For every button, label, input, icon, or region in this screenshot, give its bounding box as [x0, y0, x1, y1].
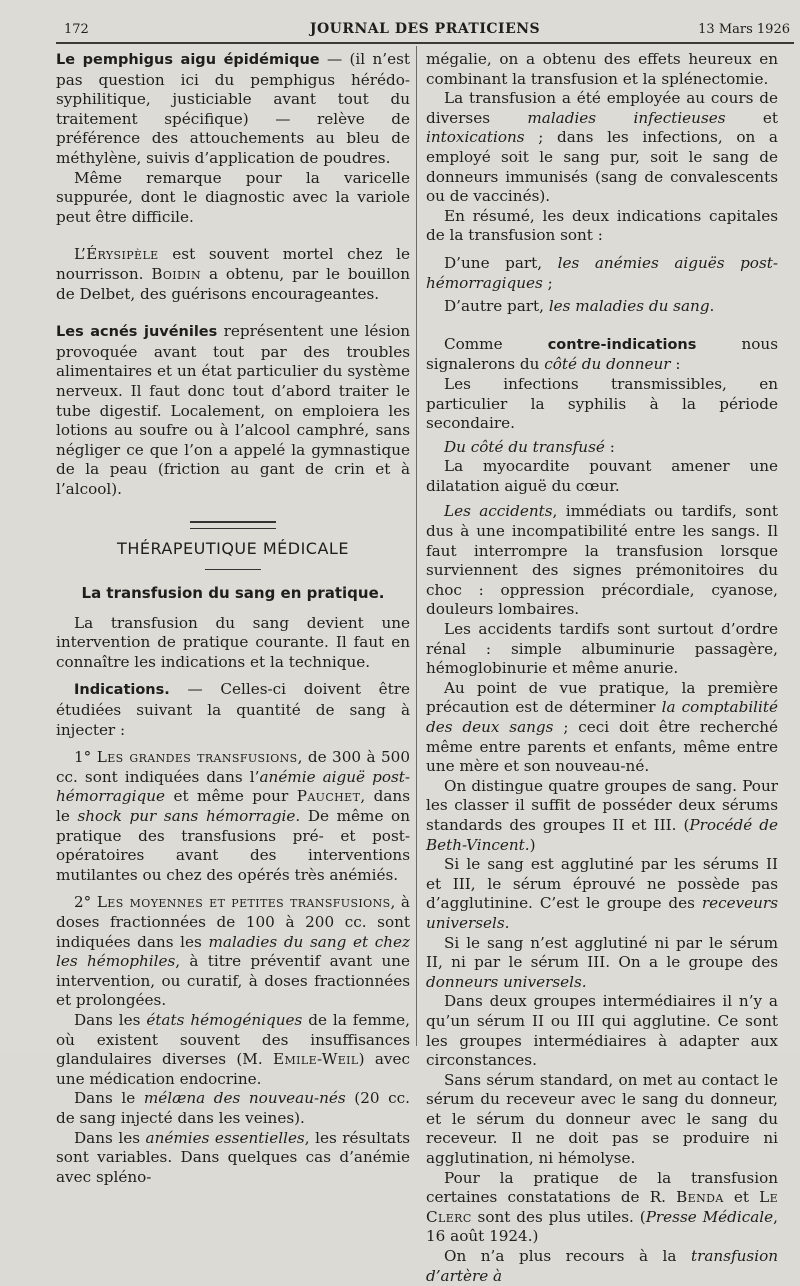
paragraph-contre-indications: Comme contre-indications nous signalerons du côté du donneur : — [426, 334, 778, 374]
paragraph-acnes: Les acnés juvéniles représentent une lésion provoquée avant tout par des troubles alimentaires et un état particulier du système nerveux. Il faut donc tout d’abord traiter le tube digestif. Localement, on emploiera les lotions au soufre ou à l’alcool camphré, sans négliger ce que l’on a appelé la gymnastique de la peau (friction au gant de crin et à l’alcool). — [56, 322, 410, 498]
page-header — [60, 20, 790, 40]
page-number: 172 — [64, 22, 89, 37]
paragraph-dautre-part: D’autre part, les maladies du sang. — [444, 297, 715, 316]
section-title: THÉRAPEUTIQUE MÉDICALE — [117, 539, 349, 559]
journal-title: JOURNAL DES PRATICIENS — [309, 21, 541, 37]
paragraph-transfusion-artere: On n’a plus recours à la transfusion d’artère à — [426, 1247, 778, 1285]
paragraph-sans-serum: Sans sérum standard, on met au contact le sérum du receveur avec le sang du donneur, et le sérum du donneur avec le sang du receveur. Il ne doit pas se produire ni agglutination, ni hémolyse. — [426, 1070, 778, 1168]
paragraph-resume: En résumé, les deux indications capitales de la transfusion sont : — [426, 206, 778, 245]
right-column — [426, 50, 778, 1286]
paragraph-anemies-essentielles: Dans les anémies essentielles, les résultats sont variables. Dans quelques cas d’anémie avec spléno- — [56, 1128, 411, 1186]
issue-date: 13 Mars 1926 — [698, 22, 790, 37]
paragraph-benda-leclerc: Pour la pratique de la transfusion certaines constatations de R. Benda et Le Clerc sont des plus utiles. (Presse Médicale, 16 août 1924.) — [426, 1168, 779, 1246]
paragraph-syphilis: Les infections transmissibles, en particulier la syphilis à la période secondaire. — [426, 374, 778, 433]
header-rule — [56, 42, 794, 44]
paragraph-accidents: Les accidents, immédiats ou tardifs, sont dus à une incompatibilité entre les sangs. Il faut interrompre la transfusion lorsque surviennent des signes prémonitoires du choc : oppression précordiale, cyanose, douleurs lombaires. — [426, 502, 778, 619]
paragraph-cote-transfuse: Du côté du transfusé : — [444, 437, 615, 456]
paragraph-infections: La transfusion a été employée au cours de diverses maladies infectieuses et intoxications ; dans les infections, on a employé soit le sang pur, soit le sang de donneurs immunisés (sang de convalescents ou de vaccinés). — [426, 89, 778, 206]
article-title: La transfusion du sang en pratique. — [81, 584, 385, 603]
column-divider — [416, 46, 417, 1046]
paragraph-petites-transfusions: 2° Les moyennes et petites transfusions, à doses fractionnées de 100 à 200 cc. sont indiquées dans les maladies du sang et chez les hémophiles, à titre préventif avant une intervention, ou curatif, à doses fractionnées et prolongées. — [56, 893, 410, 1010]
paragraph-indications: Indications. — Celles-ci doivent être étudiées suivant la quantité de sang à injecter : — [56, 680, 410, 739]
paragraph-donneurs: Si le sang n’est agglutiné ni par le sérum II, ni par le sérum III. On a le groupe des donneurs universels. — [426, 933, 778, 991]
paragraph-grandes-transfusions: 1° Les grandes transfusions, de 300 à 500 cc. sont indiquées dans l’anémie aiguë post-hémorragique et même pour Pauchet, dans le shock pur sans hémorragie. De même on pratique des transfusions pré- et post-opératoires avant des interventions mutilantes ou chez des opérés très anémiés. — [56, 748, 410, 884]
paragraph-myocardite: La myocardite pouvant amener une dilatation aiguë du cœur. — [426, 457, 778, 495]
paragraph-groupes-intermediaires: Dans deux groupes intermédiaires il n’y a qu’un sérum II ou III qui agglutine. Ce sont les groupes intermédiaires à adapter aux circonstances. — [426, 992, 778, 1070]
paragraph-intro: La transfusion du sang devient une intervention de pratique courante. Il faut en connaître les indications et la technique. — [56, 613, 410, 671]
paragraph-splenomegalie: mégalie, on a obtenu des effets heureux en combinant la transfusion et la splénectomie. — [426, 50, 778, 88]
paragraph-pemphigus: Le pemphigus aigu épidémique — (il n’est pas question ici du pemphigus hérédo-syphilitique, justiciable avant tout du traitement spécifique) — relève de préférence des attouchements au bleu de méthylène, suivis d’application de poudres. — [56, 50, 410, 167]
left-column — [56, 50, 410, 1187]
paragraph-receveurs: Si le sang est agglutiné par les sérums II et III, le sérum éprouvé ne possède pas d’agglutinine. C’est le groupe des receveurs universels. — [426, 855, 778, 932]
paragraph-accidents-tardifs: Les accidents tardifs sont surtout d’ordre rénal : simple albuminurie passagère, hémoglobinurie et même anurie. — [426, 620, 778, 678]
paragraph-point-de-vue: Au point de vue pratique, la première précaution est de déterminer la comptabilité des deux sangs ; ceci doit être recherché même entre parents et enfants, même entre une mère et son nouveau-né. — [426, 678, 778, 776]
paragraph-melaena: Dans le mélæna des nouveau-nés (20 cc. de sang injecté dans les veines). — [56, 1089, 410, 1127]
paragraph-dune-part: D’une part, les anémies aiguës post-hémorragiques ; — [426, 253, 778, 292]
paragraph-etats-hemogeniques: Dans les états hémogéniques de la femme, où existent souvent des insuffisances glandulaires diverses (M. Emile-Weil) avec une médication endocrine. — [56, 1010, 410, 1088]
paragraph-quatre-groupes: On distingue quatre groupes de sang. Pour les classer il suffit de posséder deux sérums standards des groupes II et III. (Procédé de Beth-Vincent.) — [426, 776, 778, 854]
paragraph-varicelle: Même remarque pour la varicelle suppurée, dont le diagnostic avec la variole peut être difficile. — [56, 168, 410, 226]
paragraph-erysipele: L’Érysipèle est souvent mortel chez le nourrisson. Boidin a obtenu, par le bouillon de Delbet, des guérisons encourageantes. — [56, 245, 410, 303]
section-rule-top — [190, 521, 276, 529]
